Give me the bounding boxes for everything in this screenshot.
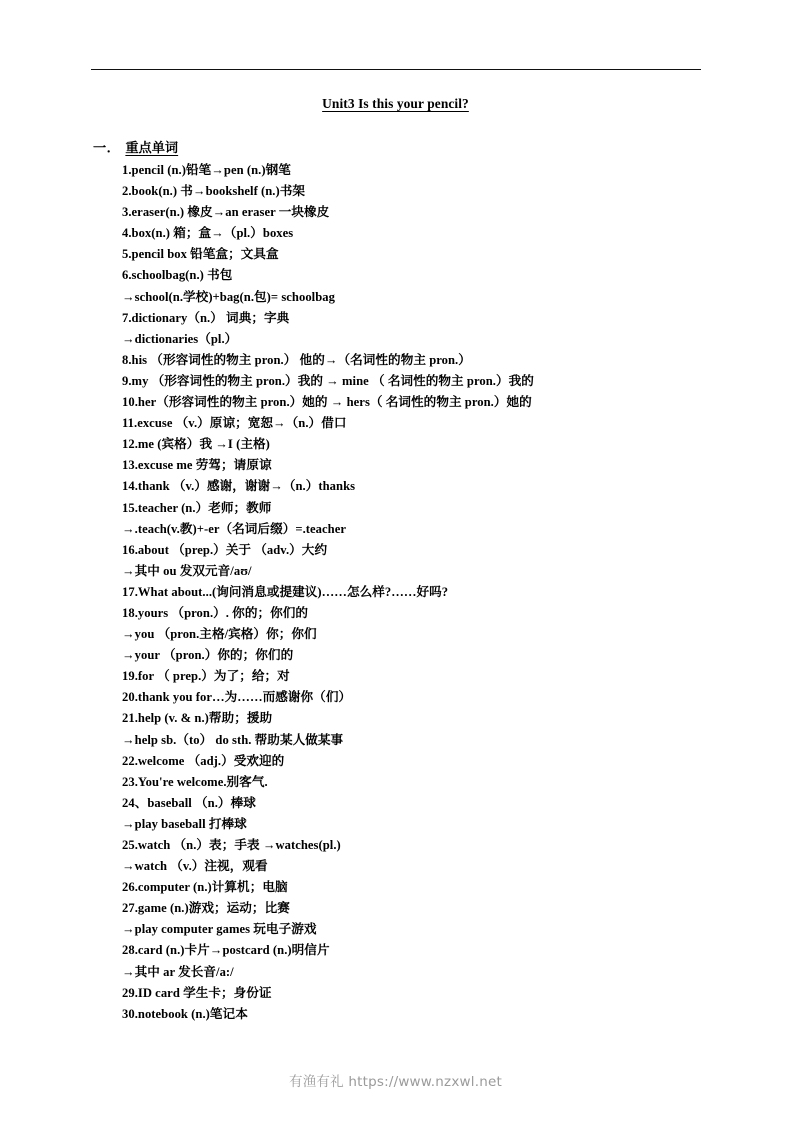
vocabulary-entry: 12.me (宾格）我 →I (主格): [122, 437, 270, 452]
vocabulary-subline: →dictionaries（pl.）: [122, 331, 238, 346]
vocabulary-entry: 8.his （形容词性的物主 pron.） 他的→（名词性的物主 pron.）: [122, 352, 471, 367]
vocabulary-entry: 4.box(n.) 箱；盒→（pl.）boxes: [122, 226, 294, 241]
vocabulary-entry: 30.notebook (n.)笔记本: [122, 1006, 248, 1021]
vocabulary-subline: →.teach(v.教)+-er（名词后缀）=.teacher: [122, 521, 346, 536]
vocabulary-entry: 28.card (n.)卡片→postcard (n.)明信片: [122, 943, 330, 958]
vocabulary-entry: 1.pencil (n.)铅笔→pen (n.)钢笔: [122, 163, 291, 177]
vocabulary-entry: 27.game (n.)游戏；运动；比赛: [122, 901, 290, 916]
vocabulary-entry: 3.eraser(n.) 橡皮→an eraser 一块橡皮: [122, 205, 330, 220]
vocabulary-entry: 13.excuse me 劳驾；请原谅: [122, 458, 272, 473]
vocabulary-subline: →your （pron.）你的；你们的: [122, 648, 294, 663]
vocabulary-entry: 5.pencil box 铅笔盒；文具盒: [122, 247, 279, 262]
vocabulary-entry: 23.You're welcome.别客气.: [122, 774, 268, 789]
vocabulary-entry: 17.What about...(询问消息或提建议)……怎么样?……好吗?: [122, 584, 449, 599]
vocabulary-subline: →play computer games 玩电子游戏: [122, 922, 317, 937]
vocabulary-subline: →help sb.（to） do sth. 帮助某人做某事: [122, 732, 344, 747]
vocabulary-entry: 26.computer (n.)计算机；电脑: [122, 880, 288, 895]
vocabulary-subline: →其中 ar 发长音/a:/: [122, 964, 234, 979]
vocabulary-entry: 21.help (v. & n.)帮助；援助: [122, 711, 273, 726]
vocabulary-entry: 20.thank you for…为……而感谢你（们）: [122, 690, 352, 705]
vocabulary-subline: →you （pron.主格/宾格）你；你们: [122, 627, 317, 642]
vocabulary-entry: 16.about （prep.）关于 （adv.）大约: [122, 542, 328, 557]
vocabulary-entry: 2.book(n.) 书→bookshelf (n.)书架: [122, 184, 306, 199]
document-title-text: Unit3 Is this your pencil?: [322, 96, 469, 111]
vocabulary-entry: 24、baseball （n.）棒球: [122, 795, 256, 810]
vocabulary-list: [122, 160, 722, 1025]
vocabulary-entry: 14.thank （v.）感谢，谢谢→（n.）thanks: [122, 479, 356, 494]
vocabulary-entry: 9.my （形容词性的物主 pron.）我的 → mine （ 名词性的物主 pron.）我的: [122, 373, 534, 388]
vocabulary-entry: 7.dictionary（n.） 词典；字典: [122, 310, 290, 325]
vocabulary-entry: 11.excuse （v.）原谅；宽恕→（n.）借口: [122, 416, 347, 431]
vocabulary-entry: 6.schoolbag(n.) 书包: [122, 268, 233, 283]
vocabulary-entry: 22.welcome （adj.）受欢迎的: [122, 753, 285, 768]
vocabulary-entry: 29.ID card 学生卡；身份证: [122, 985, 272, 1000]
vocabulary-entry: 15.teacher (n.）老师；教师: [122, 500, 272, 515]
vocabulary-subline: →play baseball 打棒球: [122, 816, 247, 831]
vocabulary-entry: 10.her（形容词性的物主 pron.）她的 → hers（ 名词性的物主 pron.）她的: [122, 395, 532, 410]
header-divider-rule: [91, 69, 701, 70]
section-heading-key-words: [93, 137, 178, 156]
vocabulary-entry: 18.yours （pron.）. 你的；你们的: [122, 605, 309, 620]
document-title: [0, 96, 791, 112]
vocabulary-subline: →watch （v.）注视，观看: [122, 859, 268, 874]
section-number: 一．: [93, 140, 121, 155]
vocabulary-entry: 19.for （ prep.）为了；给；对: [122, 669, 290, 684]
section-label: 重点单词: [125, 140, 179, 155]
vocabulary-subline: →school(n.学校)+bag(n.包)= schoolbag: [122, 289, 335, 304]
vocabulary-entry: 25.watch （n.）表；手表 →watches(pl.): [122, 838, 341, 852]
footer-watermark: 有渔有礼 https://www.nzxwl.net: [289, 1074, 502, 1090]
vocabulary-subline: →其中 ou 发双元音/aʊ/: [122, 563, 252, 578]
